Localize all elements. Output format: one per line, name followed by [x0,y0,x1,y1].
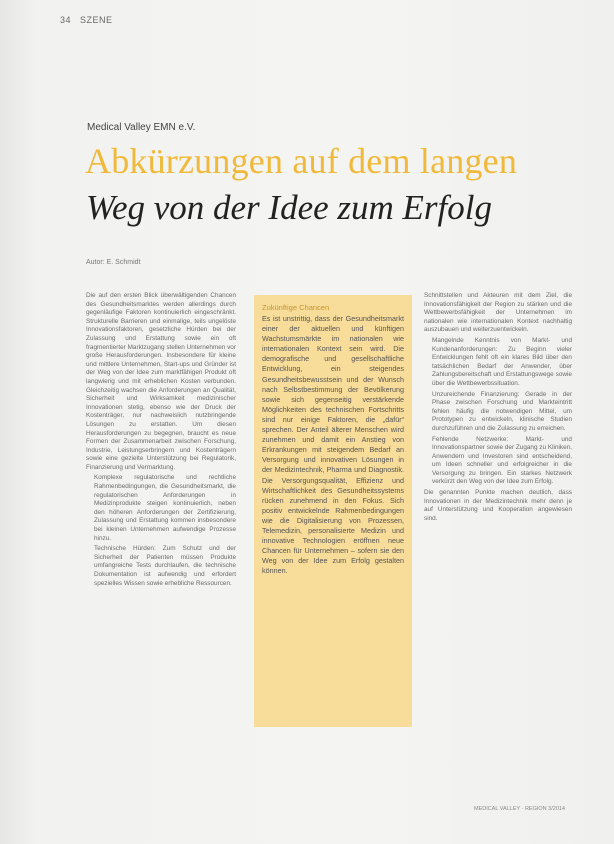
article-column-left [86,292,236,742]
page-header [60,15,113,25]
section-name: SZENE [80,15,113,25]
bullet-list [86,474,236,588]
bullet-item: • Fehlende Netzwerke: Markt- und Innovationspartner sowie der Zugang zu Kliniken, Anwendern und Investoren sind entscheidend, um Ideen schneller und erfolgreicher in die Versorgung zu bringen. Ein starkes Netzwerk verkürzt den Weg von der Idee zum Erfolg. [432,436,572,488]
bullet-item: • Mangelnde Kenntnis von Markt- und Kundenanforderungen: Zu Beginn vieler Entwicklungen fehlt oft ein klares Bild über den tatsächlichen Bedarf der Anwender, über Zahlungsbereitschaft und Erstattungswege sowie über die Wettbewerbssituation. [432,337,572,389]
article-paragraph: Die auf den ersten Blick überwältigenden Chancen des Gesundheitsmarktes werden allerdings durch gegenläufige Faktoren kontinuierlich eingeschränkt. Strukturelle Barrieren und einmalige, teils ungelöste Innovationsfaktoren, gesetzliche Hürden bei der Zulassung und Erstattung sowie ein oft fragmentierter Marktzugang stellen Unternehmen vor große Herausforderungen. Insbesondere für kleine und mittlere Unternehmen, Start-ups und Gründer ist der Weg von der Idee zum marktfähigen Produkt oft langwierig und mit erheblichen Kosten verbunden. Gleichzeitig wachsen die Anforderungen an Qualität, Sicherheit und Wirksamkeit medizinischer Innovationen stetig, ebenso wie der Druck der Kostenträger, nur nachweislich nutzbringende Lösungen zu erstatten. Um diesen Herausforderungen zu begegnen, braucht es neue Formen der Zusammenarbeit zwischen Forschung, Industrie, Leistungserbringern und Kostenträgern sowie eine gezielte Unterstützung bei Regulatorik, Finanzierung und Vermarktung. [86,292,236,471]
article-column-right [424,292,572,790]
author-line: Autor: E. Schmidt [86,259,141,266]
page-number: 34 [60,15,72,25]
bullet-item: • Unzureichende Finanzierung: Gerade in der Phase zwischen Forschung und Markteintritt fehlen häufig die notwendigen Mittel, um Prototypen zu entwickeln, klinische Studien durchzuführen und die Zulassung zu erreichen. [432,391,572,434]
article-paragraph: Schnittstellen und Akteuren mit dem Ziel, die Innovationsfähigkeit der Region zu stärken und die Wettbewerbsfähigkeit der Unternehmen im nationalen wie internationalen Kontext nachhaltig auszubauen und weiterzuentwickeln. [424,292,572,334]
organization-name: Medical Valley EMN e.V. [87,122,196,133]
closing-paragraph: Die genannten Punkte machen deutlich, dass Innovationen in der Medizintechnik mehr denn je auf Unterstützung und Kooperation angewiesen sind. [424,489,572,522]
page-footer: MEDICAL VALLEY · REGION 3/2014 [474,806,565,812]
bullet-item: • Komplexe regulatorische und rechtliche Rahmenbedingungen, die Gesundheitsmarkt, die regulatorischen Anforderungen in Medizinprodukte steigen kontinuierlich, neben den höheren Anforderungen der Zertifizierung, Zulassung und Erstattung kommen insbesondere bei kleinen Unternehmen aufwendige Prozesse hinzu. [94,474,236,543]
headline-line-1: Abkürzungen auf dem langen [85,141,518,181]
bullet-item: • Technische Hürden: Zum Schutz und der Sicherheit der Patienten müssen Produkte umfangreiche Tests durchlaufen, die technische Dokumentation ist aufwendig und erfordert spezielles Wissen sowie erhebliche Ressourcen. [94,545,236,588]
headline-line-2: Weg von der Idee zum Erfolg [86,188,492,227]
info-box [254,295,412,727]
info-box-text: Es ist unstrittig, dass der Gesundheitsmarkt einer der aktuellen und künftigen Wachstumsmärkte im nationalen wie internationalen Kontext sein wird. Die demografische und gesellschaftliche Entwicklung, ein steigendes Gesundheitsbewusstsein und der Wunsch nach Selbstbestimmung der Bevölkerung sowie sich gegenseitig verstärkende Möglichkeiten des technischen Fortschritts sind nur einige Faktoren, die „dafür“ sprechen. Der Anteil älterer Menschen wird zunehmen und damit ein Anstieg von Erkrankungen mit steigendem Bedarf an Versorgung und innovativen Lösungen in der Medizintechnik, Pharma und Diagnostik. Die Versorgungsqualität, Effizienz und Wirtschaftlichkeit des Gesundheitssystems rücken zunehmend in den Fokus. Sich positiv entwickelnde Rahmenbedingungen wie die Digitalisierung von Prozessen, Telemedizin, personalisierte Medizin und innovative Technologien eröffnen neue Chancen für Unternehmen – sofern sie den Weg von der Idee zum Erfolg gestalten können. [262,314,404,576]
bullet-list [424,337,572,487]
info-box-heading: Zukünftige Chancen [262,303,330,312]
